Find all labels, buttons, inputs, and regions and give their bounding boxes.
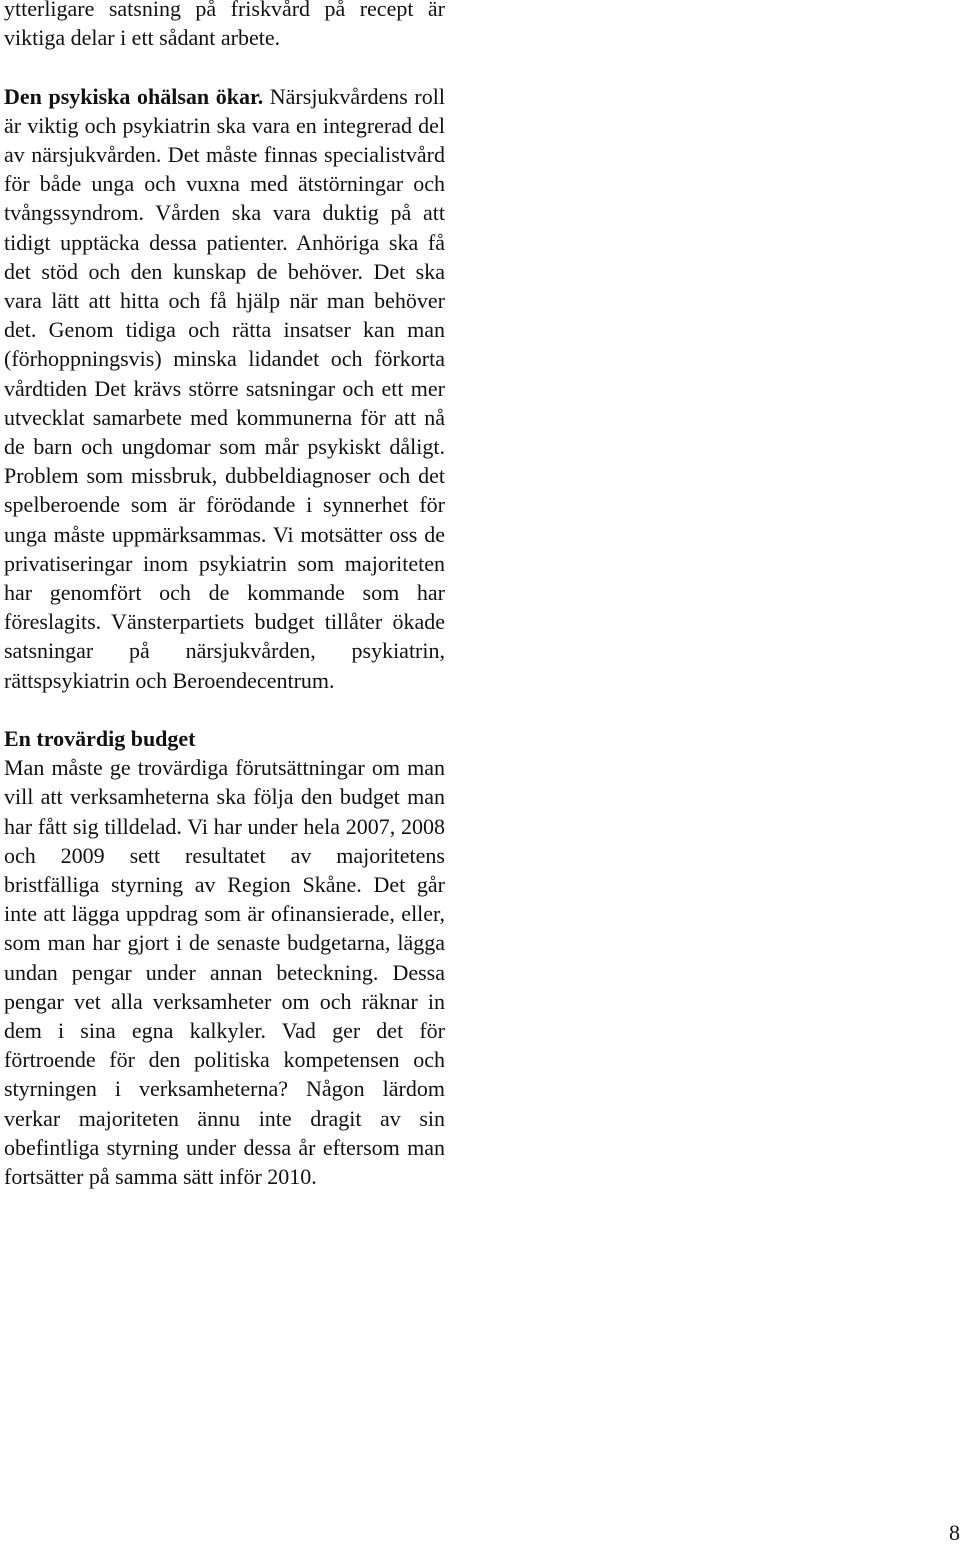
budget-heading: En trovärdig budget [4,726,196,752]
psychiatry-body-text: Närsjukvårdens roll är viktig och psykiatrin ska vara en integrerad del av närsjukvården. Det måste finnas specialistvård för både unga och vuxna med ätstörningar och tvångssyndrom. Vården ska vara duktig på att tidigt upptäcka dessa patienter. Anhöriga ska få det stöd och den kunskap de behöver. Det ska vara lätt att hitta och få hjälp när man behöver det. Genom tidiga och rätta insatser kan man (förhoppningsvis) minska lidandet och förkorta vårdtiden Det krävs större satsningar och ett mer utvecklat samarbete med kommunerna för att nå de barn och ungdomar som mår psykiskt dåligt. Problem som missbruk, dubbeldiagnoser och det spelberoende som är förödande i synnerhet för unga måste uppmärksammas. Vi motsätter oss de privatiseringar inom psykiatrin som majoriteten har genomfört och de kommande som har föreslagits. Vänsterpartiets budget tillåter ökade satsningar på närsjukvården, psykiatrin, rättspsykiatrin och Beroendecentrum. [4,83,445,693]
page-number: 8 [949,1520,960,1545]
text-column [4,0,445,1220]
budget-body-text: Man måste ge trovärdiga förutsättningar om man vill att verksamheterna ska följa den budget man har fått sig tilldelad. Vi har under hela 2007, 2008 och 2009 sett resultatet av majoritetens bristfälliga styrning av Region Skåne. Det går inte att lägga uppdrag som är ofinansierade, eller, som man har gjort i de senaste budgetarna, lägga undan pengar under annan beteckning. Dessa pengar vet alla verksamheter om och räknar in dem i sina egna kalkyler. Vad ger det för förtroende för den politiska kompetensen och styrningen i verksamheterna? Någon lärdom verkar majoriteten ännu inte dragit av sin obefintliga styrning under dessa år eftersom man fortsätter på samma sätt inför 2010. [4,755,445,1190]
budget-section [4,724,445,1191]
psychiatry-lead-sentence: Den psykiska ohälsan ökar. [4,83,264,109]
intro-paragraph: ytterligare satsning på friskvård på recept är viktiga delar i ett sådant arbete. [4,0,445,51]
psychiatry-paragraph [4,82,445,695]
